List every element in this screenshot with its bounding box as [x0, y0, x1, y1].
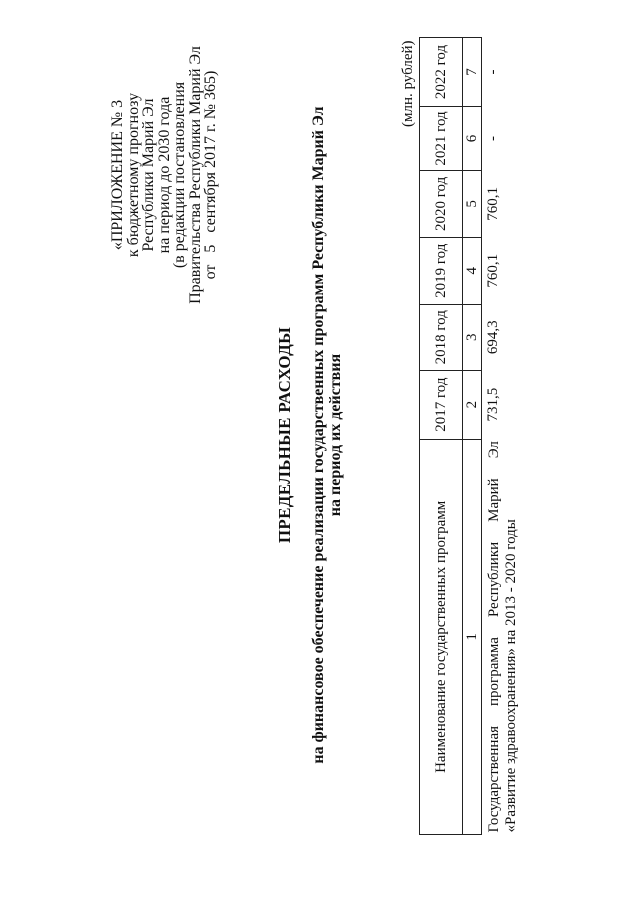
title-subtitle-period: на период их действия	[327, 353, 344, 517]
value-2018-cell: 694,3	[482, 304, 533, 370]
value-2022-cell: -	[482, 38, 533, 107]
value-2020-cell: 760,1	[482, 170, 533, 237]
header-program-name: Наименование государственных программ	[420, 439, 463, 834]
appendix-line: (в редакции постановления	[171, 81, 188, 269]
appendix-line: на период до 2030 года	[155, 96, 173, 254]
table-row	[482, 38, 533, 835]
appendix-line: Правительства Республики Марий Эл	[186, 46, 204, 304]
header-year-2021: 2021 год	[420, 106, 463, 170]
column-number: 1	[463, 439, 482, 834]
table-header-row	[420, 38, 463, 835]
value-2019-cell: 760,1	[482, 237, 533, 304]
appendix-line: к бюджетному прогнозу	[124, 92, 142, 258]
column-number: 3	[463, 304, 482, 370]
document-title	[276, 85, 344, 785]
column-number: 7	[463, 38, 482, 107]
appendix-line: «ПРИЛОЖЕНИЕ № 3	[109, 99, 126, 251]
column-number: 4	[463, 237, 482, 304]
table-column-numbers-row	[463, 38, 482, 835]
column-number: 6	[463, 106, 482, 170]
appendix-line: Республики Марий Эл	[140, 98, 157, 252]
value-2017-cell: 731,5	[482, 370, 533, 439]
budget-table	[419, 37, 532, 835]
column-number: 2	[463, 370, 482, 439]
value-2021-cell: -	[482, 106, 533, 170]
title-main: ПРЕДЕЛЬНЫЕ РАСХОДЫ	[275, 326, 294, 544]
header-year-2017: 2017 год	[420, 370, 463, 439]
column-number: 5	[463, 170, 482, 237]
title-subtitle: на финансовое обеспечение реализации государственных программ Республики Марий Эл	[310, 106, 327, 764]
header-year-2020: 2020 год	[420, 170, 463, 237]
units-label: (млн. рублей)	[400, 40, 416, 127]
appendix-date-line: от 5 сентября 2017 г. № 365)	[202, 70, 219, 280]
header-year-2019: 2019 год	[420, 237, 463, 304]
header-year-2018: 2018 год	[420, 304, 463, 370]
program-name-cell: Государственная программа Республики Марий Эл «Развитие здравоохранения» на 2013 - 2020 годы	[482, 439, 533, 834]
appendix-block	[110, 15, 219, 335]
header-year-2022: 2022 год	[420, 38, 463, 107]
